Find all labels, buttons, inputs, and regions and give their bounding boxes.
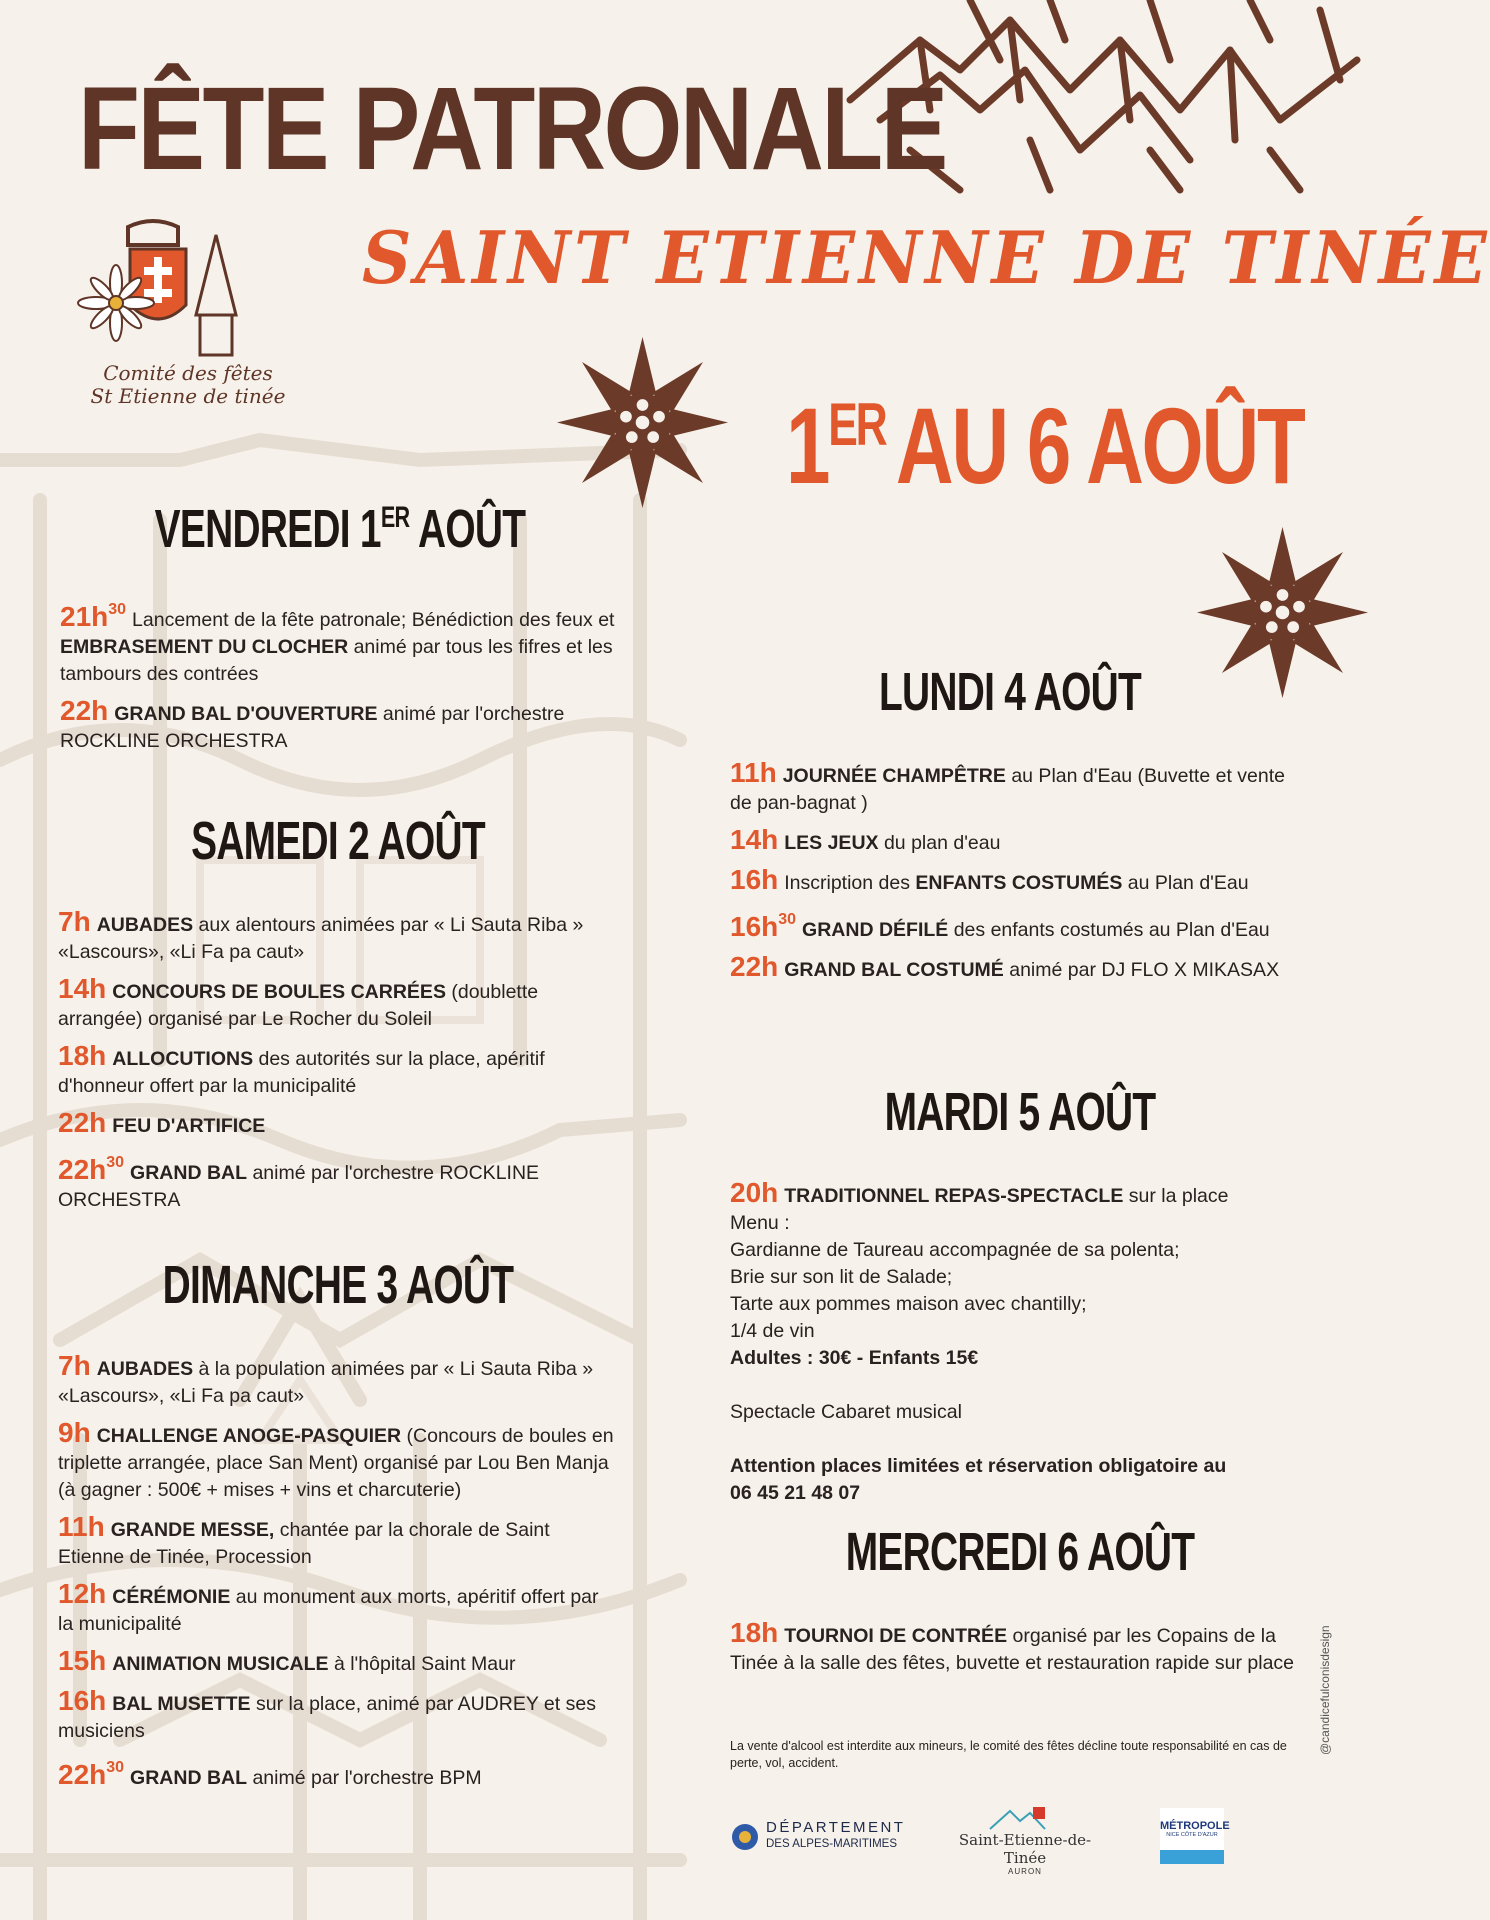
event-time: 15h xyxy=(58,1645,107,1676)
date-range-start-suffix: ER xyxy=(828,391,886,458)
event-item xyxy=(730,826,1310,857)
event-title: GRAND BAL COSTUMÉ xyxy=(784,959,1004,981)
event-time: 18h xyxy=(58,1040,107,1071)
event-description: au Plan d'Eau (Buvette et vente de pan-bagnat ) xyxy=(730,765,1285,814)
alcohol-disclaimer: La vente d'alcool est interdite aux mineurs, le comité des fêtes décline toute responsabilité en cas de perte, vol, accident. xyxy=(730,1739,1287,1770)
event-item xyxy=(58,1419,618,1504)
day-title-monday: LUNDI 4 AOÛT xyxy=(878,662,1142,722)
day-saturday xyxy=(58,811,618,1223)
event-description: animé par l'orchestre ROCKLINE ORCHESTRA xyxy=(58,1162,540,1211)
event-description: (doublette arrangée) organisé par Le Rocher du Soleil xyxy=(58,981,539,1030)
designer-credit: @candicefulconisdesign xyxy=(1318,1625,1332,1755)
event-tuesday-dinner xyxy=(730,1179,1310,1210)
event-item xyxy=(58,1149,618,1214)
event-description: au monument aux morts, apéritif offert par la municipalité xyxy=(58,1586,599,1635)
event-description: sur la place, animé par AUDREY et ses musiciens xyxy=(58,1693,596,1742)
day-wednesday xyxy=(730,1522,1310,1686)
event-description: animé par l'orchestre ROCKLINE ORCHESTRA xyxy=(60,703,565,752)
event-wednesday-tournament xyxy=(730,1619,1310,1677)
event-time: 22h xyxy=(60,695,109,726)
event-description: (Concours de boules en triplette arrangée, place San Ment) organisé par Lou Ben Manja (à gagner : 500€ + mises + vins et charcuterie) xyxy=(58,1425,614,1501)
dinner-menu xyxy=(730,1210,1310,1507)
event-title: CÉRÉMONIE xyxy=(112,1586,231,1608)
saint-etienne-sub: AURON xyxy=(1008,1867,1042,1876)
event-description: des enfants costumés au Plan d'Eau xyxy=(948,919,1270,941)
event-item xyxy=(58,1687,618,1745)
day-tuesday xyxy=(730,1082,1310,1507)
event-description-pre: Lancement de la fête patronale; Bénédiction des feux et xyxy=(132,609,615,631)
menu-prices: Adultes : 30€ - Enfants 15€ xyxy=(730,1347,979,1369)
event-time: 18h xyxy=(730,1617,779,1648)
event-title: AUBADES xyxy=(96,914,194,936)
event-time: 20h xyxy=(730,1177,779,1208)
event-item xyxy=(60,596,620,688)
event-title: GRAND BAL xyxy=(130,1162,248,1184)
event-title: GRAND BAL D'OUVERTURE xyxy=(114,703,378,725)
reservation-phone[interactable]: 06 45 21 48 07 xyxy=(730,1482,861,1504)
event-time-minutes: 30 xyxy=(106,1154,125,1171)
event-item xyxy=(730,906,1310,944)
event-description: des autorités sur la place, apéritif d'honneur offert par la municipalité xyxy=(58,1048,545,1097)
event-item xyxy=(58,1109,618,1140)
day-friday xyxy=(60,499,620,764)
event-description: animé par tous les fifres et les tambours des contrées xyxy=(60,636,613,685)
sponsor-logos xyxy=(728,1805,1248,1875)
event-title: ANIMATION MUSICALE xyxy=(112,1653,329,1675)
event-title: ENFANTS COSTUMÉS xyxy=(915,872,1123,894)
reservation-notice: Attention places limitées et réservation obligatoire au xyxy=(730,1455,1227,1477)
event-title: TOURNOI DE CONTRÉE xyxy=(784,1625,1008,1647)
event-item xyxy=(730,759,1310,817)
event-list-sunday xyxy=(58,1352,618,1792)
sponsor-departement[interactable] xyxy=(728,1817,908,1857)
event-time: $22h^{30}$ xyxy=(58,1154,125,1185)
menu-item: Gardianne de Taureau accompagnée de sa polenta; xyxy=(730,1239,1180,1261)
metropole-wave-icon xyxy=(1160,1850,1224,1864)
event-description: à l'hôpital Saint Maur xyxy=(328,1653,516,1675)
event-description: à la population animées par « Li Sauta Riba » «Lascours», «Li Fa pa caut» xyxy=(58,1358,594,1407)
village-subtitle: SAINT ETIENNE DE TINÉE xyxy=(362,215,1490,300)
day-title-wednesday: MERCREDI 6 AOÛT xyxy=(845,1522,1195,1582)
event-title: CONCOURS DE BOULES CARRÉES xyxy=(112,981,446,1003)
event-time: 7h xyxy=(58,1350,91,1381)
event-item xyxy=(58,975,618,1033)
event-description: du plan d'eau xyxy=(878,832,1001,854)
edelweiss-flower-icon xyxy=(555,335,730,510)
event-time: 16h xyxy=(58,1685,107,1716)
date-range-start: 1 xyxy=(786,385,829,506)
event-title: TRADITIONNEL REPAS-SPECTACLE xyxy=(784,1185,1124,1207)
event-title: ALLOCUTIONS xyxy=(112,1048,254,1070)
menu-item: Brie sur son lit de Salade; xyxy=(730,1266,953,1288)
crest-caption xyxy=(88,362,288,408)
event-description: animé par DJ FLO X MIKASAX xyxy=(1003,959,1280,981)
event-time: 9h xyxy=(58,1417,91,1448)
event-time: 14h xyxy=(58,973,107,1004)
event-time: $16h^{30}$ xyxy=(730,911,797,942)
show-info: Spectacle Cabaret musical xyxy=(730,1401,962,1423)
event-item xyxy=(58,1042,618,1100)
date-range xyxy=(786,385,1304,506)
event-title: FEU D'ARTIFICE xyxy=(112,1115,266,1137)
event-title: BAL MUSETTE xyxy=(112,1693,251,1715)
event-time-minutes: 30 xyxy=(778,911,797,928)
departement-emblem-icon xyxy=(730,1822,760,1852)
metropole-line-1: MÉTROPOLE xyxy=(1160,1820,1230,1832)
event-item xyxy=(58,1580,618,1638)
event-description: animé par l'orchestre BPM xyxy=(247,1767,482,1789)
day-title-sunday: DIMANCHE 3 AOÛT xyxy=(162,1255,514,1315)
event-list-friday xyxy=(60,596,620,755)
event-title: EMBRASEMENT DU CLOCHER xyxy=(60,636,349,658)
event-time: 14h xyxy=(730,824,779,855)
event-description: aux alentours animées par « Li Sauta Riba » «Lascours», «Li Fa pa caut» xyxy=(58,914,584,963)
event-list-saturday xyxy=(58,908,618,1214)
day-title-friday-sup: ER xyxy=(380,501,410,534)
event-item xyxy=(58,908,618,966)
sponsor-saint-etienne[interactable] xyxy=(940,1805,1110,1876)
event-title: GRAND BAL xyxy=(130,1767,248,1789)
departement-line-2: DES ALPES-MARITIMES xyxy=(766,1838,898,1850)
event-time: $21h^{30}$ xyxy=(60,601,127,632)
event-time: 7h xyxy=(58,906,91,937)
event-description: organisé par les Copains de la Tinée à la salle des fêtes, buvette et restauration rapide sur place xyxy=(730,1625,1295,1674)
day-title-tuesday: MARDI 5 AOÛT xyxy=(884,1082,1156,1142)
menu-label: Menu : xyxy=(730,1212,790,1234)
event-time: 11h xyxy=(58,1511,105,1542)
day-sunday xyxy=(58,1255,618,1801)
event-item xyxy=(58,1647,618,1678)
event-time: $22h^{30}$ xyxy=(58,1759,125,1790)
event-list-monday xyxy=(730,759,1310,984)
event-time: 22h xyxy=(730,951,779,982)
event-time-minutes: 30 xyxy=(106,1759,125,1776)
event-description: chantée par la chorale de Saint Etienne de Tinée, Procession xyxy=(58,1519,550,1568)
metropole-line-2: NICE CÔTE D'AZUR xyxy=(1166,1832,1218,1838)
event-title: LES JEUX xyxy=(784,832,879,854)
day-title-friday-main: VENDREDI 1 xyxy=(154,499,381,559)
day-title-friday xyxy=(138,499,541,559)
date-range-end: AU 6 AOÛT xyxy=(895,385,1304,506)
event-item xyxy=(58,1352,618,1410)
day-title-friday-end: AOÛT xyxy=(409,499,526,559)
event-item xyxy=(58,1513,618,1571)
event-time: 22h xyxy=(58,1107,107,1138)
saint-etienne-name: Saint-Etienne-de-Tinée xyxy=(958,1831,1092,1867)
event-time-minutes: 30 xyxy=(108,601,127,618)
event-description: sur la place xyxy=(1123,1185,1229,1207)
day-title-saturday: SAMEDI 2 AOÛT xyxy=(191,811,485,871)
event-description-pre: Inscription des xyxy=(784,872,916,894)
event-item xyxy=(60,697,620,755)
event-title: JOURNÉE CHAMPÊTRE xyxy=(782,765,1006,787)
sponsor-metropole[interactable] xyxy=(1160,1808,1230,1864)
crest-caption-line-2: St Etienne de tinée xyxy=(90,384,286,408)
event-title: GRANDE MESSE, xyxy=(110,1519,275,1541)
crest-caption-line-1: Comité des fêtes xyxy=(103,361,273,385)
event-title: GRAND DÉFILÉ xyxy=(802,919,949,941)
event-item xyxy=(730,953,1310,984)
menu-item: Tarte aux pommes maison avec chantilly; xyxy=(730,1293,1087,1315)
event-description: au Plan d'Eau xyxy=(1122,872,1249,894)
saint-etienne-logo-icon xyxy=(985,1805,1065,1831)
departement-line-1: DÉPARTEMENT xyxy=(766,1819,906,1836)
event-item xyxy=(58,1754,618,1792)
event-item xyxy=(730,866,1310,897)
event-time: 11h xyxy=(730,757,777,788)
event-time: 16h xyxy=(730,864,779,895)
event-title: CHALLENGE ANOGE-PASQUIER xyxy=(96,1425,402,1447)
event-time: 12h xyxy=(58,1578,107,1609)
day-monday xyxy=(730,662,1310,993)
event-title: AUBADES xyxy=(96,1358,194,1380)
menu-item: 1/4 de vin xyxy=(730,1320,815,1342)
main-title: FÊTE PATRONALE xyxy=(78,63,946,195)
